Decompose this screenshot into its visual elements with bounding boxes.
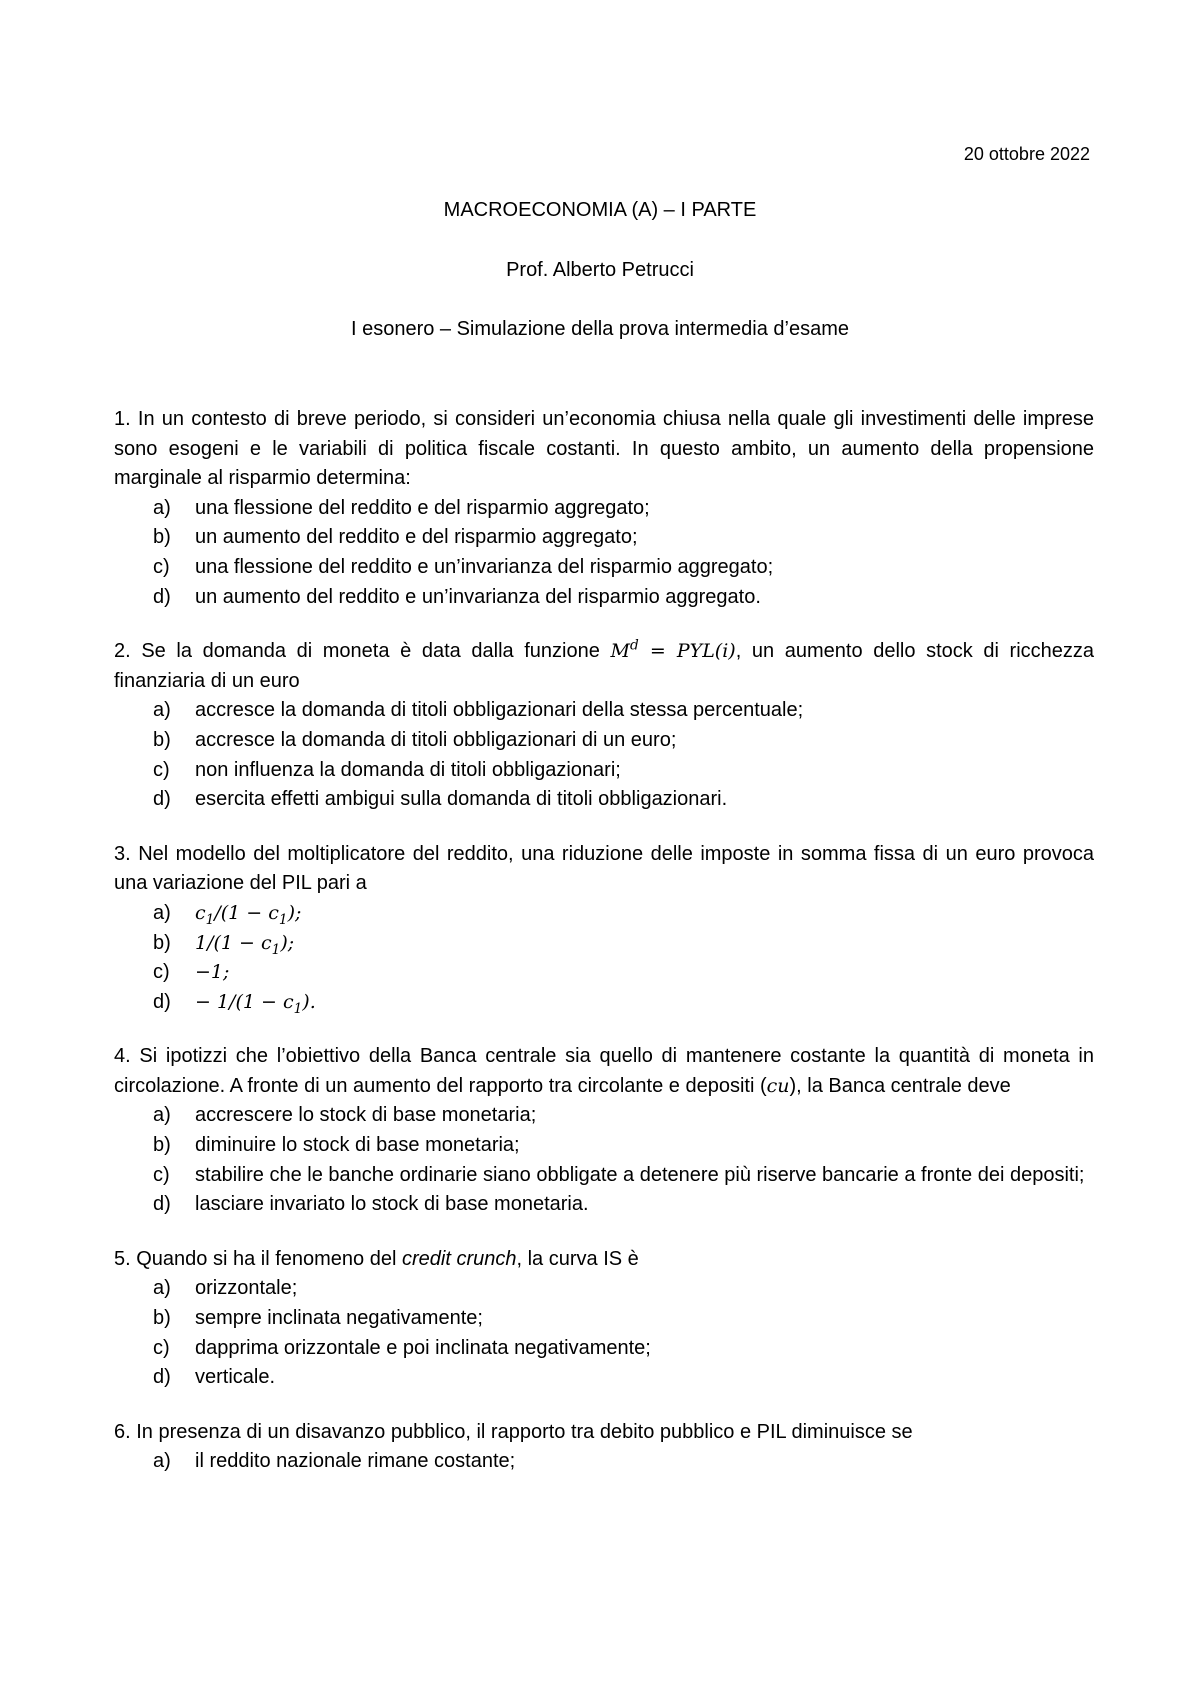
question-number: 6.: [114, 1420, 131, 1443]
option-b: [114, 523, 1094, 553]
option-formula: $1/(1 - c_1)$;: [195, 931, 295, 958]
option-letter: b): [153, 1307, 171, 1330]
money-demand-formula: [610, 637, 736, 663]
option-letter: c): [153, 961, 170, 984]
option-a: [114, 1101, 1094, 1131]
option-text: sempre inclinata negativamente;: [195, 1307, 483, 1330]
option-letter: a): [153, 901, 171, 924]
question-3-options: [114, 899, 1094, 1017]
option-text: accresce la domanda di titoli obbligazionari di un euro;: [195, 728, 677, 751]
question-number: 4.: [114, 1045, 131, 1068]
question-5: [114, 1245, 1094, 1393]
option-text: dapprima orizzontale e poi inclinata negativamente;: [195, 1336, 651, 1359]
option-letter: d): [153, 990, 171, 1013]
question-6-stem: [114, 1418, 1094, 1448]
option-letter: a): [153, 699, 171, 722]
option-text: lasciare invariato lo stock di base monetaria.: [195, 1193, 589, 1216]
course-title: MACROECONOMIA (A) – I PARTE: [443, 199, 757, 221]
option-text: esercita effetti ambigui sulla domanda di titoli obbligazionari.: [195, 788, 728, 811]
option-letter: a): [153, 1104, 171, 1127]
option-letter: c): [153, 555, 170, 578]
question-text-cont: , la curva IS è: [516, 1247, 639, 1270]
option-a: [114, 494, 1094, 524]
question-6: [114, 1418, 1094, 1477]
option-letter: b): [153, 931, 171, 954]
option-letter: c): [153, 758, 170, 781]
question-list: [114, 405, 1094, 1502]
question-text-cont: , un aumento dello stock di ricchezza finanziaria di un euro: [114, 640, 1095, 692]
option-letter: b): [153, 728, 171, 751]
question-4-options: [114, 1101, 1094, 1219]
option-text: accresce la domanda di titoli obbligazionari della stessa percentuale;: [195, 699, 804, 722]
option-formula: −1;: [195, 961, 230, 984]
option-b: [114, 1131, 1094, 1161]
option-letter: c): [153, 1163, 170, 1186]
question-number: 2.: [114, 640, 131, 663]
exam-date: 20 ottobre 2022: [963, 144, 1090, 164]
option-text: accrescere lo stock di base monetaria;: [195, 1104, 537, 1127]
option-d: [114, 1363, 1094, 1393]
option-text: un aumento del reddito e del risparmio aggregato;: [195, 526, 638, 549]
option-b: [114, 1304, 1094, 1334]
question-text: Nel modello del moltiplicatore del reddito, una riduzione delle imposte in somma fissa di un euro provoca una variazione del PIL pari a: [114, 842, 1095, 895]
option-text: orizzontale;: [195, 1277, 298, 1300]
option-text: una flessione del reddito e un’invarianza del risparmio aggregato;: [195, 555, 774, 578]
option-text: non influenza la domanda di titoli obbligazionari;: [195, 758, 621, 781]
option-letter: c): [153, 1336, 170, 1359]
question-6-options: [114, 1447, 1094, 1477]
question-4: [114, 1042, 1094, 1220]
question-number: 3.: [114, 842, 131, 865]
question-5-options: [114, 1274, 1094, 1392]
option-letter: a): [153, 1450, 171, 1473]
question-text: In presenza di un disavanzo pubblico, il rapporto tra debito pubblico e PIL diminuisce se: [136, 1420, 913, 1443]
credit-crunch-term: credit crunch: [402, 1247, 517, 1270]
option-c: [114, 553, 1094, 583]
option-text: un aumento del reddito e un’invarianza del risparmio aggregato.: [195, 585, 761, 608]
option-text: stabilire che le banche ordinarie siano obbligate a detenere più riserve bancarie a fronte dei depositi;: [195, 1163, 1085, 1186]
option-d: [114, 988, 1094, 1018]
option-letter: d): [153, 1193, 171, 1216]
option-a: [114, 696, 1094, 726]
option-text: una flessione del reddito e del risparmio aggregato;: [195, 496, 650, 519]
option-text: diminuire lo stock di base monetaria;: [195, 1134, 520, 1157]
option-a: [114, 899, 1094, 929]
option-letter: d): [153, 788, 171, 811]
question-2-options: [114, 696, 1094, 814]
option-letter: b): [153, 1134, 171, 1157]
option-d: [114, 583, 1094, 613]
formula-m: M: [610, 640, 630, 663]
option-c: [114, 1161, 1094, 1191]
question-text: In un contesto di breve periodo, si consideri un’economia chiusa nella quale gli investimenti delle imprese sono esogeni e le variabili di politica fiscale costanti. In questo ambito, un aumento della propensione marginale al risparmio determina:: [114, 408, 1095, 490]
question-number: 1.: [114, 408, 131, 430]
question-1: [114, 405, 1094, 612]
option-c: [114, 756, 1094, 786]
formula-superscript: d: [629, 637, 639, 654]
option-b: [114, 929, 1094, 959]
question-1-options: [114, 494, 1094, 612]
option-c: [114, 1334, 1094, 1364]
question-2: [114, 637, 1094, 815]
option-b: [114, 726, 1094, 756]
option-formula: $c_1/(1 - c_1)$;: [195, 901, 302, 928]
option-letter: b): [153, 526, 171, 549]
question-1-stem: [114, 405, 1094, 494]
option-letter: d): [153, 585, 171, 608]
professor-name: Prof. Alberto Petrucci: [506, 259, 694, 281]
question-3: [114, 840, 1094, 1018]
currency-ratio-variable: cu: [766, 1074, 790, 1097]
question-text: Se la domanda di moneta è data dalla funzione: [141, 640, 600, 663]
option-a: [114, 1274, 1094, 1304]
option-text: il reddito nazionale rimane costante;: [195, 1450, 516, 1473]
question-3-stem: [114, 840, 1094, 899]
option-letter: a): [153, 1277, 171, 1300]
option-letter: d): [153, 1366, 171, 1389]
question-text-cont: ), la Banca centrale deve: [789, 1074, 1011, 1097]
question-4-stem: [114, 1042, 1094, 1101]
option-formula: − $1/(1 - c_1)$.: [195, 990, 316, 1017]
option-letter: a): [153, 496, 171, 519]
option-c: [114, 958, 1094, 988]
formula-rest: = PYL(i): [649, 640, 736, 663]
exam-subtitle: I esonero – Simulazione della prova intermedia d’esame: [350, 318, 850, 340]
question-text: Quando si ha il fenomeno del: [136, 1247, 397, 1270]
option-text: verticale.: [195, 1366, 276, 1389]
question-number: 5.: [114, 1247, 131, 1270]
question-2-stem: [114, 637, 1094, 696]
option-d: [114, 785, 1094, 815]
question-text: Si ipotizzi che l’obiettivo della Banca centrale sia quello di mantenere costante la quantità di moneta in circolazione. A fronte di un aumento del rapporto tra circolante e depositi (: [114, 1045, 1094, 1097]
question-5-stem: [114, 1245, 1094, 1275]
option-a: [114, 1447, 1094, 1477]
option-d: [114, 1190, 1094, 1220]
